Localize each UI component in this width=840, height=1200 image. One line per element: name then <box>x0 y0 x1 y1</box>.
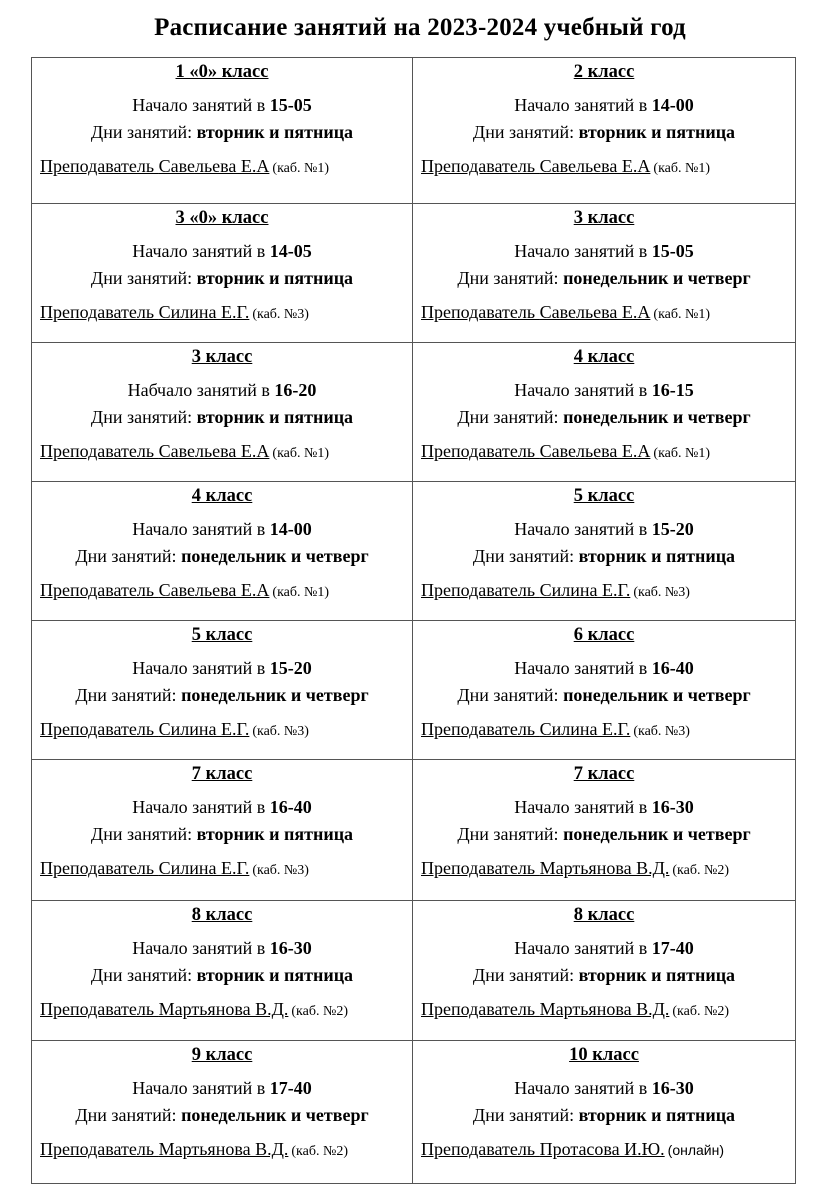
days-line <box>413 265 795 292</box>
teacher-label: Преподаватель <box>40 999 159 1019</box>
start-time-label: Начало занятий в <box>132 95 270 115</box>
teacher-label: Преподаватель <box>40 858 159 878</box>
teacher-name <box>421 580 630 600</box>
schedule-cell <box>413 621 796 760</box>
schedule-cell <box>413 343 796 482</box>
start-time: 15-20 <box>269 658 312 678</box>
class-name: 1 «0» класс <box>175 62 269 82</box>
days-value: вторник и пятница <box>578 546 736 566</box>
start-time: 16-40 <box>651 658 694 678</box>
schedule-row <box>32 901 796 1041</box>
days-value: вторник и пятница <box>196 407 354 427</box>
room-number: (каб. №1) <box>272 446 330 461</box>
days-label: Дни занятий: <box>472 122 579 142</box>
teacher-label: Преподаватель <box>40 156 159 176</box>
days-line <box>32 404 412 431</box>
teacher-value: Силина Е.Г. <box>158 302 250 322</box>
days-value: понедельник и четверг <box>181 1105 369 1125</box>
class-name: 8 класс <box>573 905 635 925</box>
page-title: Расписание занятий на 2023-2024 учебный год <box>154 14 686 41</box>
start-time-line <box>32 238 412 265</box>
start-time-label: Начало занятий в <box>514 380 652 400</box>
start-time-label: Начало занятий в <box>132 938 270 958</box>
teacher-value: Силина Е.Г. <box>158 719 250 739</box>
days-label: Дни занятий: <box>90 965 197 985</box>
days-line <box>32 543 412 570</box>
days-label: Дни занятий: <box>90 407 197 427</box>
room-number: (каб. №3) <box>633 724 690 739</box>
start-time: 14-05 <box>269 241 312 261</box>
schedule-cell <box>413 58 796 204</box>
teacher-line <box>32 577 412 606</box>
days-line <box>32 962 412 989</box>
days-value: понедельник и четверг <box>181 546 369 566</box>
days-label: Дни занятий: <box>457 824 564 844</box>
days-line <box>32 821 412 848</box>
teacher-label: Преподаватель <box>40 441 159 461</box>
class-name: 7 класс <box>191 764 253 784</box>
start-time-label: Начало занятий в <box>514 938 652 958</box>
days-value: понедельник и четверг <box>563 268 751 288</box>
start-time-line <box>413 238 795 265</box>
schedule-cell <box>413 760 796 901</box>
days-line <box>413 1102 795 1129</box>
teacher-line <box>413 577 795 606</box>
class-name: 5 класс <box>191 625 253 645</box>
start-time-label: Начало занятий в <box>514 519 652 539</box>
start-time: 16-30 <box>651 1078 694 1098</box>
teacher-line <box>32 153 412 182</box>
teacher-name <box>421 719 630 739</box>
teacher-line <box>32 438 412 467</box>
days-label: Дни занятий: <box>457 268 564 288</box>
room-number: (каб. №1) <box>653 307 711 322</box>
days-value: понедельник и четверг <box>563 685 751 705</box>
schedule-row <box>32 58 796 204</box>
days-value: вторник и пятница <box>578 965 736 985</box>
teacher-name <box>40 156 269 176</box>
start-time-line <box>413 794 795 821</box>
teacher-value: Силина Е.Г. <box>158 858 250 878</box>
start-time-line <box>413 935 795 962</box>
room-number: (каб. №1) <box>272 161 330 176</box>
room-number: (онлайн) <box>667 1142 725 1158</box>
start-time: 14-00 <box>269 519 312 539</box>
days-line <box>413 119 795 146</box>
days-value: вторник и пятница <box>196 268 354 288</box>
teacher-label: Преподаватель <box>40 580 159 600</box>
teacher-name <box>421 999 669 1019</box>
days-label: Дни занятий: <box>75 685 182 705</box>
schedule-cell <box>32 901 413 1041</box>
teacher-line <box>413 299 795 328</box>
days-value: вторник и пятница <box>578 122 736 142</box>
days-label: Дни занятий: <box>472 965 579 985</box>
teacher-name <box>421 858 669 878</box>
start-time: 16-40 <box>269 797 312 817</box>
schedule-cell <box>413 1041 796 1184</box>
schedule-cell <box>413 901 796 1041</box>
days-value: вторник и пятница <box>578 1105 736 1125</box>
teacher-name <box>40 1139 288 1159</box>
teacher-value: Савельева Е.А <box>539 156 651 176</box>
teacher-line <box>32 299 412 328</box>
schedule-row <box>32 343 796 482</box>
room-number: (каб. №3) <box>633 585 690 600</box>
teacher-line <box>32 716 412 745</box>
teacher-value: Мартьянова В.Д. <box>158 1139 289 1159</box>
start-time: 15-20 <box>651 519 694 539</box>
schedule-table <box>31 57 796 1184</box>
days-label: Дни занятий: <box>75 1105 182 1125</box>
schedule-cell <box>413 482 796 621</box>
teacher-line <box>32 1136 412 1165</box>
teacher-line <box>32 855 412 884</box>
teacher-line <box>32 996 412 1025</box>
start-time-line <box>413 1075 795 1102</box>
room-number: (каб. №3) <box>252 863 309 878</box>
teacher-line <box>413 855 795 884</box>
teacher-line <box>413 1136 795 1164</box>
days-label: Дни занятий: <box>472 546 579 566</box>
days-line <box>413 962 795 989</box>
teacher-line <box>413 716 795 745</box>
schedule-row <box>32 1041 796 1184</box>
room-number: (каб. №3) <box>252 307 309 322</box>
class-name: 2 класс <box>573 62 635 82</box>
schedule-cell <box>32 58 413 204</box>
start-time: 17-40 <box>651 938 694 958</box>
teacher-line <box>413 996 795 1025</box>
room-number: (каб. №1) <box>272 585 330 600</box>
days-value: вторник и пятница <box>196 965 354 985</box>
teacher-name <box>40 999 288 1019</box>
teacher-name <box>40 441 269 461</box>
class-name: 4 класс <box>573 347 635 367</box>
teacher-line <box>413 438 795 467</box>
class-name: 8 класс <box>191 905 253 925</box>
start-time-label: Начало занятий в <box>132 1078 270 1098</box>
start-time-line <box>413 655 795 682</box>
start-time-line <box>32 935 412 962</box>
teacher-name <box>40 858 249 878</box>
days-value: вторник и пятница <box>196 122 354 142</box>
days-label: Дни занятий: <box>90 122 197 142</box>
room-number: (каб. №1) <box>653 161 711 176</box>
class-name: 7 класс <box>573 764 635 784</box>
schedule-cell <box>32 343 413 482</box>
room-number: (каб. №1) <box>653 446 711 461</box>
teacher-value: Мартьянова В.Д. <box>539 999 670 1019</box>
schedule-cell <box>413 204 796 343</box>
teacher-label: Преподаватель <box>421 858 540 878</box>
days-line <box>413 404 795 431</box>
start-time-label: Начало занятий в <box>514 95 652 115</box>
days-line <box>413 821 795 848</box>
teacher-name <box>421 441 650 461</box>
class-name: 6 класс <box>573 625 635 645</box>
start-time: 16-30 <box>651 797 694 817</box>
start-time-label: Начало занятий в <box>132 241 270 261</box>
teacher-label: Преподаватель <box>40 302 159 322</box>
start-time-line <box>413 92 795 119</box>
start-time-label: Начало занятий в <box>132 797 270 817</box>
teacher-value: Протасова И.Ю. <box>539 1139 665 1159</box>
days-value: понедельник и четверг <box>181 685 369 705</box>
schedule-cell <box>32 621 413 760</box>
class-name: 3 класс <box>191 347 253 367</box>
start-time-label: Начало занятий в <box>514 241 652 261</box>
teacher-value: Мартьянова В.Д. <box>158 999 289 1019</box>
teacher-label: Преподаватель <box>421 302 540 322</box>
teacher-label: Преподаватель <box>421 999 540 1019</box>
room-number: (каб. №2) <box>672 863 729 878</box>
room-number: (каб. №3) <box>252 724 309 739</box>
schedule-cell <box>32 482 413 621</box>
teacher-value: Савельева Е.А <box>158 441 270 461</box>
start-time: 16-15 <box>651 380 694 400</box>
days-line <box>32 265 412 292</box>
days-line <box>32 119 412 146</box>
teacher-name <box>40 302 249 322</box>
start-time: 16-30 <box>269 938 312 958</box>
teacher-line <box>413 153 795 182</box>
days-line <box>413 682 795 709</box>
start-time-label: Начало занятий в <box>514 1078 652 1098</box>
class-name: 3 «0» класс <box>175 208 269 228</box>
start-time-line <box>32 377 412 404</box>
teacher-label: Преподаватель <box>421 719 540 739</box>
schedule-row <box>32 621 796 760</box>
start-time-line <box>32 1075 412 1102</box>
start-time-label: Начало занятий в <box>514 658 652 678</box>
days-label: Дни занятий: <box>75 546 182 566</box>
start-time-line <box>32 655 412 682</box>
schedule-cell <box>32 204 413 343</box>
teacher-name <box>40 719 249 739</box>
start-time-label: Набчало занятий в <box>127 380 275 400</box>
days-label: Дни занятий: <box>457 407 564 427</box>
start-time: 16-20 <box>274 380 317 400</box>
class-name: 3 класс <box>573 208 635 228</box>
days-line <box>413 543 795 570</box>
days-value: понедельник и четверг <box>563 824 751 844</box>
start-time: 15-05 <box>651 241 694 261</box>
start-time-label: Начало занятий в <box>132 519 270 539</box>
teacher-value: Силина Е.Г. <box>539 719 631 739</box>
teacher-name <box>421 1139 665 1159</box>
teacher-value: Савельева Е.А <box>539 441 651 461</box>
teacher-label: Преподаватель <box>421 156 540 176</box>
class-name: 4 класс <box>191 486 253 506</box>
start-time-line <box>32 794 412 821</box>
start-time: 14-00 <box>651 95 694 115</box>
start-time-label: Начало занятий в <box>514 797 652 817</box>
start-time-line <box>32 516 412 543</box>
room-number: (каб. №2) <box>291 1144 348 1159</box>
start-time-line <box>32 92 412 119</box>
days-line <box>32 682 412 709</box>
teacher-value: Савельева Е.А <box>158 580 270 600</box>
schedule-row <box>32 482 796 621</box>
schedule-row <box>32 204 796 343</box>
teacher-value: Савельева Е.А <box>158 156 270 176</box>
class-name: 5 класс <box>573 486 635 506</box>
teacher-name <box>421 156 650 176</box>
days-label: Дни занятий: <box>90 268 197 288</box>
teacher-label: Преподаватель <box>40 1139 159 1159</box>
days-label: Дни занятий: <box>90 824 197 844</box>
start-time: 15-05 <box>269 95 312 115</box>
days-label: Дни занятий: <box>472 1105 579 1125</box>
start-time-label: Начало занятий в <box>132 658 270 678</box>
days-line <box>32 1102 412 1129</box>
start-time-line <box>413 516 795 543</box>
schedule-cell <box>32 1041 413 1184</box>
room-number: (каб. №2) <box>672 1004 729 1019</box>
room-number: (каб. №2) <box>291 1004 348 1019</box>
teacher-name <box>40 580 269 600</box>
teacher-value: Савельева Е.А <box>539 302 651 322</box>
teacher-label: Преподаватель <box>40 719 159 739</box>
schedule-row <box>32 760 796 901</box>
teacher-value: Силина Е.Г. <box>539 580 631 600</box>
days-value: вторник и пятница <box>196 824 354 844</box>
days-label: Дни занятий: <box>457 685 564 705</box>
days-value: понедельник и четверг <box>563 407 751 427</box>
teacher-value: Мартьянова В.Д. <box>539 858 670 878</box>
teacher-name <box>421 302 650 322</box>
schedule-cell <box>32 760 413 901</box>
teacher-label: Преподаватель <box>421 441 540 461</box>
class-name: 10 класс <box>569 1045 639 1065</box>
start-time: 17-40 <box>269 1078 312 1098</box>
teacher-label: Преподаватель <box>421 580 540 600</box>
class-name: 9 класс <box>191 1045 253 1065</box>
teacher-label: Преподаватель <box>421 1139 540 1159</box>
start-time-line <box>413 377 795 404</box>
